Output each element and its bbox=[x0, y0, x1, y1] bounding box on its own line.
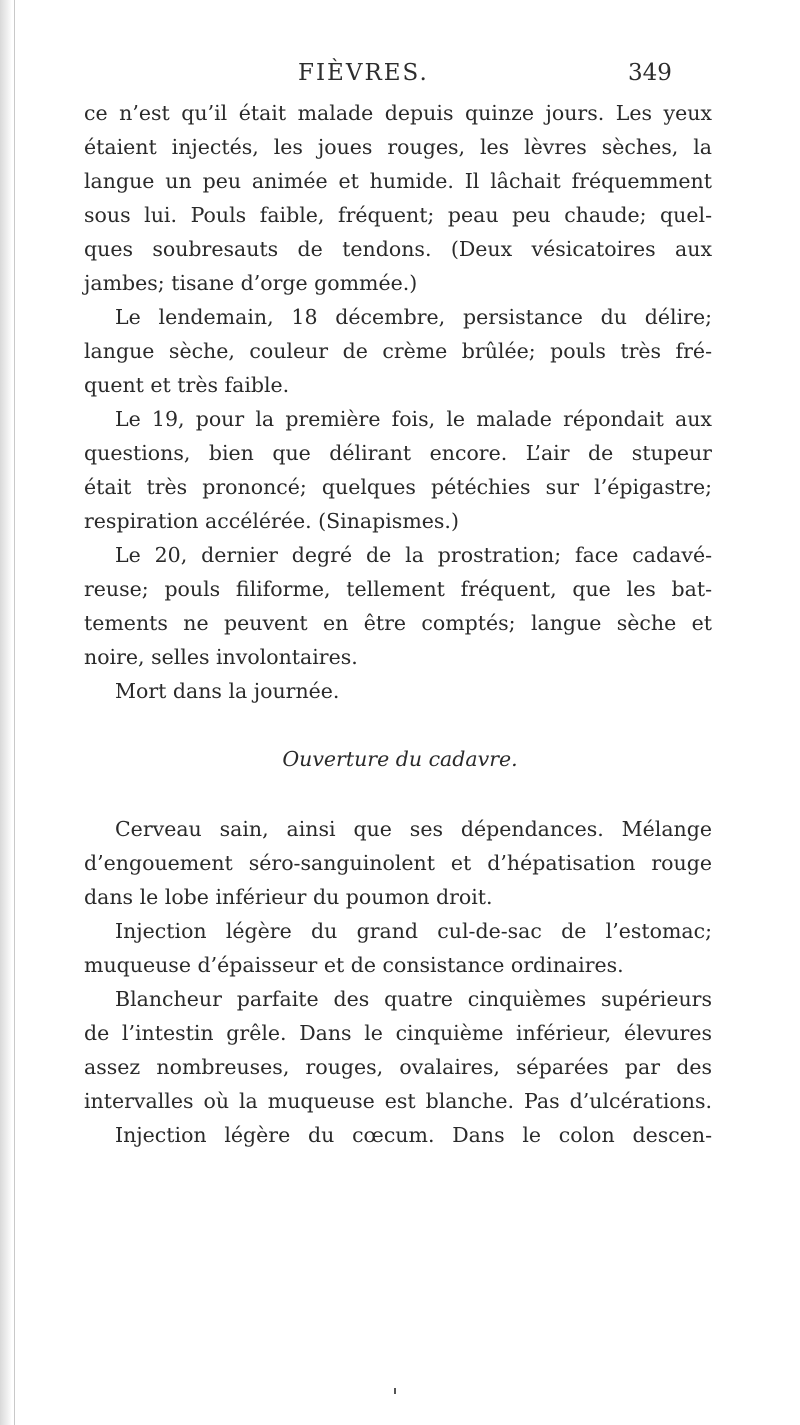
text-line: Le lendemain, 18 décembre, persistance du délire; bbox=[115, 305, 712, 329]
text-line: était très prononcé; quelques pétéchies sur l’épigastre; bbox=[84, 475, 712, 499]
text-line: questions, bien que délirant encore. L’air de stupeur bbox=[84, 441, 712, 465]
text-line: Cerveau sain, ainsi que ses dépendances. Mélange bbox=[115, 817, 712, 841]
text-line: quent et très faible. bbox=[84, 373, 290, 397]
text-line: dans le lobe inférieur du poumon droit. bbox=[84, 885, 493, 909]
text-line: langue un peu animée et humide. Il lâchait fréquemment bbox=[84, 169, 712, 193]
text-line: respiration accélérée. (Sinapismes.) bbox=[84, 509, 459, 533]
text-line: langue sèche, couleur de crème brûlée; pouls très fré- bbox=[84, 339, 712, 363]
text-line: de l’intestin grêle. Dans le cinquième inférieur, élevures bbox=[84, 1021, 712, 1045]
text-line: d’engouement séro-sanguinolent et d’hépatisation rouge bbox=[84, 851, 712, 875]
text-line: tements ne peuvent en être comptés; langue sèche et bbox=[84, 611, 712, 635]
text-line: muqueuse d’épaisseur et de consistance ordinaires. bbox=[84, 953, 624, 977]
text-line: intervalles où la muqueuse est blanche. Pas d’ulcérations. bbox=[84, 1089, 712, 1113]
text-line: noire, selles involontaires. bbox=[84, 645, 358, 669]
text-line: ce n’est qu’il était malade depuis quinze jours. Les yeux bbox=[84, 101, 712, 125]
text-line: assez nombreuses, rouges, ovalaires, séparées par des bbox=[84, 1055, 712, 1079]
page-number: 349 bbox=[628, 60, 672, 86]
section-heading: Ouverture du cadavre. bbox=[282, 747, 518, 771]
text-line: Blancheur parfaite des quatre cinquièmes supérieurs bbox=[115, 987, 712, 1011]
page-gutter-line bbox=[14, 0, 15, 1425]
text-line: Le 20, dernier degré de la prostration; face cadavé- bbox=[115, 543, 712, 567]
running-head bbox=[0, 60, 800, 96]
printer-mark bbox=[394, 1388, 396, 1394]
text-line: Mort dans la journée. bbox=[115, 679, 340, 703]
text-line: jambes; tisane d’orge gommée.) bbox=[84, 271, 418, 295]
running-title: FIÈVRES. bbox=[298, 60, 429, 86]
text-line: sous lui. Pouls faible, fréquent; peau peu chaude; quel- bbox=[84, 203, 712, 227]
text-line: reuse; pouls filiforme, tellement fréquent, que les bat- bbox=[84, 577, 712, 601]
book-spine-shadow bbox=[0, 0, 12, 1425]
text-line: Le 19, pour la première fois, le malade répondait aux bbox=[115, 407, 712, 431]
text-line: étaient injectés, les joues rouges, les lèvres sèches, la bbox=[84, 135, 712, 159]
text-line: Injection légère du grand cul-de-sac de l’estomac; bbox=[115, 919, 712, 943]
text-line: Injection légère du cœcum. Dans le colon descen- bbox=[115, 1123, 712, 1147]
text-line: ques soubresauts de tendons. (Deux vésicatoires aux bbox=[84, 237, 712, 261]
